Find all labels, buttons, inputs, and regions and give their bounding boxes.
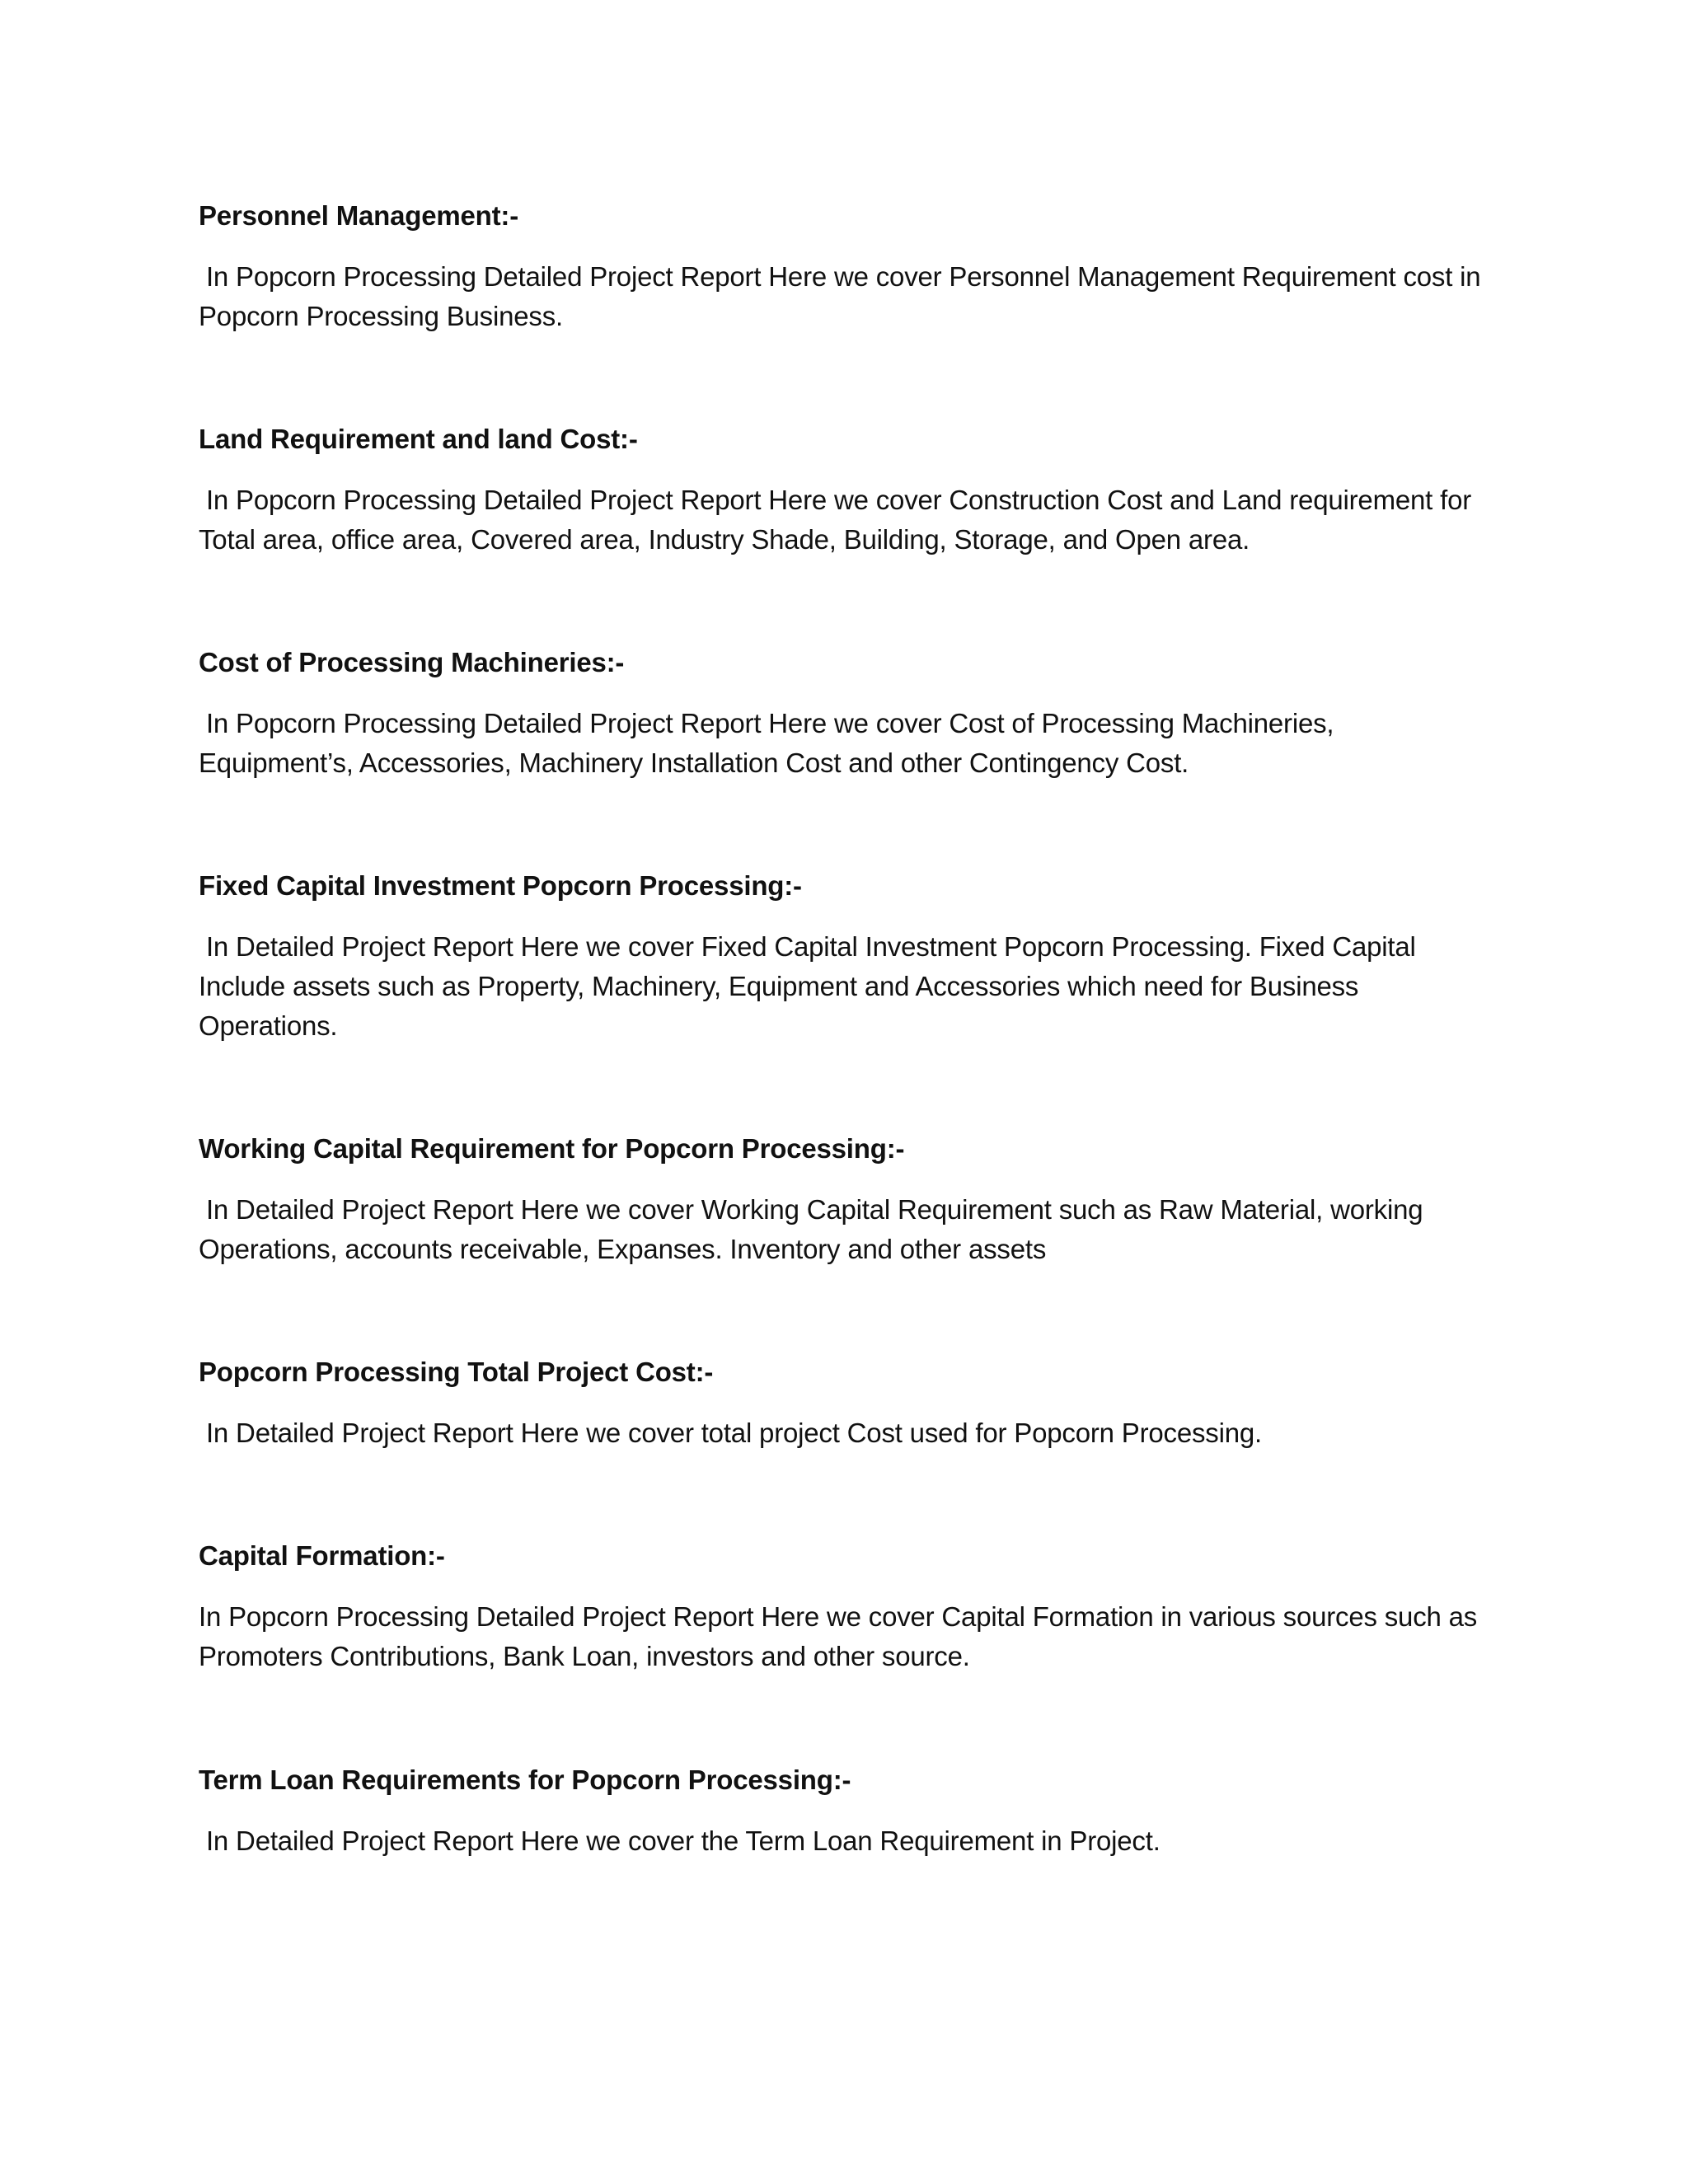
section-term-loan — [199, 1762, 1484, 1861]
section-heading: Capital Formation:- — [199, 1540, 445, 1571]
section-body: In Detailed Project Report Here we cover Working Capital Requirement such as Raw Material, working Operations, accounts receivable, Expanses. Inventory and other assets — [199, 1194, 1431, 1264]
section-heading: Term Loan Requirements for Popcorn Processing:- — [199, 1765, 851, 1795]
section-fixed-capital-investment — [199, 868, 1484, 1046]
section-total-project-cost — [199, 1354, 1484, 1453]
section-heading: Cost of Processing Machineries:- — [199, 647, 625, 677]
section-heading: Working Capital Requirement for Popcorn Processing:- — [199, 1133, 905, 1164]
section-body: In Detailed Project Report Here we cover Fixed Capital Investment Popcorn Processing. Fixed Capital Include assets such as Property, Machinery, Equipment and Accessories which need for Business Operations. — [199, 931, 1423, 1041]
section-body: In Detailed Project Report Here we cover total project Cost used for Popcorn Processing. — [199, 1418, 1262, 1448]
section-body: In Popcorn Processing Detailed Project Report Here we cover Construction Cost and Land requirement for Total area, office area, Covered area, Industry Shade, Building, Storage, and Open area. — [199, 485, 1479, 555]
section-heading: Personnel Management:- — [199, 200, 519, 231]
section-heading: Fixed Capital Investment Popcorn Processing:- — [199, 870, 802, 901]
section-body: In Popcorn Processing Detailed Project Report Here we cover Cost of Processing Machineries, Equipment’s, Accessories, Machinery Installation Cost and other Contingency Cost. — [199, 708, 1342, 778]
section-land-requirement — [199, 421, 1484, 560]
section-processing-machineries — [199, 644, 1484, 783]
section-body: In Detailed Project Report Here we cover the Term Loan Requirement in Project. — [199, 1825, 1160, 1856]
section-working-capital — [199, 1131, 1484, 1269]
section-capital-formation — [199, 1538, 1484, 1676]
section-heading: Land Requirement and land Cost:- — [199, 424, 638, 454]
section-body: In Popcorn Processing Detailed Project Report Here we cover Capital Formation in various sources such as Promoters Contributions, Bank Loan, investors and other source. — [199, 1601, 1485, 1671]
section-personnel-management — [199, 198, 1489, 336]
section-heading: Popcorn Processing Total Project Cost:- — [199, 1357, 714, 1387]
section-body: In Popcorn Processing Detailed Project Report Here we cover Personnel Management Requirement cost in Popcorn Processing Business. — [199, 261, 1489, 331]
